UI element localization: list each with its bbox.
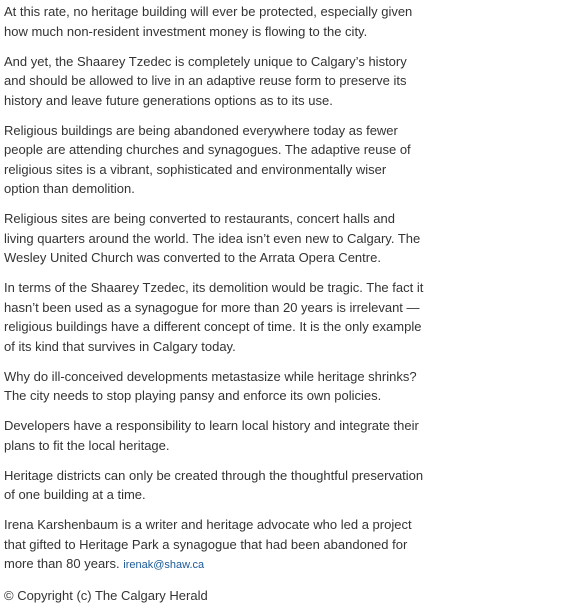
article-body	[4, 2, 424, 616]
article-paragraph: Developers have a responsibility to learn local history and integrate their plans to fit the local heritage.	[4, 418, 419, 453]
article-paragraph: In terms of the Shaarey Tzedec, its demolition would be tragic. The fact it hasn’t been used as a synagogue for more than 20 years is irrelevant — religious buildings have a different concept of time. It is the only example of its kind that survives in Calgary today.	[4, 280, 424, 354]
article-paragraph: Religious buildings are being abandoned everywhere today as fewer people are attending churches and synagogues. The adaptive reuse of religious sites is a vibrant, sophisticated and environmentally wiser option than demolition.	[4, 122, 411, 196]
article-paragraph: Heritage districts can only be created through the thoughtful preservation of one building at a time.	[4, 467, 424, 502]
article-paragraph: Religious sites are being converted to restaurants, concert halls and living quarters around the world. The idea isn’t even new to Calgary. The Wesley United Church was converted to the Arrata Opera Centre.	[4, 211, 421, 265]
author-bio-paragraph	[4, 515, 424, 576]
article-paragraph: And yet, the Shaarey Tzedec is completely unique to Calgary’s history and should be allowed to live in an adaptive reuse form to preserve its history and leave future generations options as to its use.	[4, 53, 407, 108]
article-paragraph: Why do ill-conceived developments metastasize while heritage shrinks? The city needs to stop playing pansy and enforce its own policies.	[4, 368, 417, 403]
article-paragraph: At this rate, no heritage building will ever be protected, especially given how much non-resident investment money is flowing to the city.	[4, 4, 413, 39]
copyright-notice: © Copyright (c) The Calgary Herald	[4, 588, 208, 603]
author-email-link[interactable]: irenak@shaw.ca	[123, 559, 205, 571]
author-bio: Irena Karshenbaum is a writer and heritage advocate who led a project that gifted to Heritage Park a synagogue that had been abandoned for more than 80 years.	[4, 517, 412, 571]
